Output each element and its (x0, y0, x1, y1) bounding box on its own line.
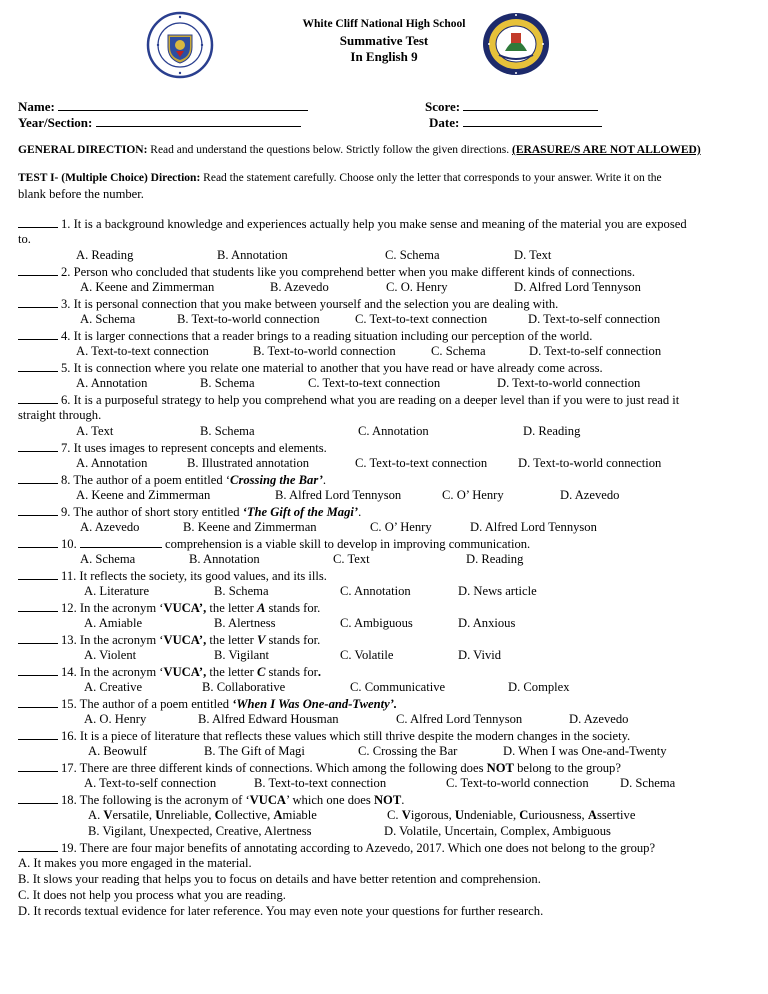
answer-blank[interactable] (18, 568, 58, 580)
choice: B. Collaborative (202, 680, 286, 694)
answer-blank[interactable] (18, 296, 58, 308)
question-18: 18. The following is the acronym of ‘VUCA’ which one does NOT. (18, 792, 751, 809)
choice: B. Annotation (189, 552, 260, 566)
choice: A. Azevedo (80, 520, 140, 534)
choice: A. Keene and Zimmerman (76, 488, 211, 502)
question-13: 13. In the acronym ‘VUCA’, the letter V stands for. (18, 632, 751, 649)
choice: C. Volatile (340, 648, 394, 662)
year-section-label: Year/Section: (18, 115, 93, 130)
choice: B. Azevedo (270, 280, 329, 294)
answer-blank[interactable] (18, 840, 58, 852)
choice: C. Text (333, 552, 370, 566)
choice: C. It does not help you process what you are reading. (18, 888, 286, 902)
choice: B. Schema (214, 584, 269, 598)
date-line[interactable] (463, 114, 602, 127)
choice: A. Creative (84, 680, 143, 694)
choice: C. Text-to-text connection (308, 376, 441, 390)
question-4: 4. It is larger connections that a reader brings to a reading situation including our perception of the world. (18, 328, 751, 345)
answer-blank[interactable] (18, 392, 58, 404)
choice: C. Schema (385, 248, 440, 262)
answer-blank[interactable] (18, 632, 58, 644)
question-10: 10. comprehension is a viable skill to develop in improving communication. (18, 536, 751, 553)
question-1: 1. It is a background knowledge and experiences actually help you make sense and meaning of the material you are exposed (18, 216, 751, 233)
question-6: 6. It is a purposeful strategy to help you comprehend what you are reading on a deeper level than if you were to just read it (18, 392, 751, 409)
choice: B. Vigilant (214, 648, 269, 662)
question-6-cont: straight through. (18, 408, 102, 422)
choice: B. Text-to-world connection (253, 344, 396, 358)
choice: D. Text-to-world connection (518, 456, 662, 470)
answer-blank[interactable] (18, 472, 58, 484)
choice: C. O. Henry (386, 280, 448, 294)
choice: D. Schema (620, 776, 676, 790)
choice-18a: A. Versatile, Unreliable, Collective, Amiable (88, 808, 317, 822)
choice: D. Reading (523, 424, 581, 438)
choice: B. Text-to-world connection (177, 312, 320, 326)
answer-blank[interactable] (18, 360, 58, 372)
choice: D. Alfred Lord Tennyson (514, 280, 641, 294)
choice: C. O’ Henry (370, 520, 432, 534)
choice: A. Amiable (84, 616, 143, 630)
question-5: 5. It is connection where you relate one material to another that you have read or have already come across. (18, 360, 751, 377)
choice: A. Beowulf (88, 744, 147, 758)
question-11: 11. It reflects the society, its good values, and its ills. (18, 568, 751, 585)
choice: D. Text-to-self connection (528, 312, 661, 326)
name-line[interactable] (58, 98, 308, 111)
choice: A. Keene and Zimmerman (80, 280, 215, 294)
test-direction-cont: blank before the number. (18, 187, 144, 201)
date-field[interactable] (429, 114, 602, 131)
choice: C. Annotation (340, 584, 411, 598)
choice: A. Annotation (76, 456, 148, 470)
choice: C. Alfred Lord Tennyson (396, 712, 523, 726)
choice: B. Text-to-text connection (254, 776, 387, 790)
answer-blank[interactable] (18, 216, 58, 228)
choice: B. Alfred Edward Housman (198, 712, 339, 726)
choice: C. Crossing the Bar (358, 744, 458, 758)
choice: C. Text-to-world connection (446, 776, 589, 790)
choice: D. Azevedo (560, 488, 620, 502)
choice: A. Violent (84, 648, 137, 662)
question-14: 14. In the acronym ‘VUCA’, the letter C stands for. (18, 664, 751, 681)
choice: B. It slows your reading that helps you to focus on details and have better retention and comprehension. (18, 872, 541, 886)
question-15: 15. The author of a poem entitled ‘When I Was One-and-Twenty’. (18, 696, 751, 713)
choice: C. O’ Henry (442, 488, 504, 502)
choice: D. Reading (466, 552, 524, 566)
answer-blank[interactable] (18, 264, 58, 276)
year-section-field[interactable] (18, 114, 301, 131)
choice: B. Annotation (217, 248, 288, 262)
question-16: 16. It is a piece of literature that reflects these values which still thrive despite the modern changes in the society. (18, 728, 751, 745)
date-label: Date: (429, 115, 460, 130)
year-section-line[interactable] (96, 114, 301, 127)
fill-in-blank[interactable] (80, 536, 162, 548)
question-12: 12. In the acronym ‘VUCA’, the letter A stands for. (18, 600, 751, 617)
test-direction: TEST I- (Multiple Choice) Direction: Read the statement carefully. Choose only the letter that corresponds to your answer. Write it on the (18, 172, 662, 184)
choice: A. Literature (84, 584, 150, 598)
choice: D. News article (458, 584, 537, 598)
choice: C. Schema (431, 344, 486, 358)
name-label: Name: (18, 99, 55, 114)
choice: D. Text-to-world connection (497, 376, 641, 390)
choice: A. Text-to-text connection (76, 344, 209, 358)
choice-18d: D. Volatile, Uncertain, Complex, Ambiguous (384, 824, 611, 838)
choice: B. Alertness (214, 616, 276, 630)
test-subject: In English 9 (350, 49, 418, 64)
question-3: 3. It is personal connection that you make between yourself and the selection you are dealing with. (18, 296, 751, 313)
choice-18c: C. Vigorous, Undeniable, Curiousness, Assertive (387, 808, 636, 822)
score-field[interactable] (425, 98, 598, 115)
answer-blank[interactable] (18, 664, 58, 676)
choice: C. Annotation (358, 424, 429, 438)
school-name: White Cliff National High School (302, 18, 466, 30)
choice: C. Text-to-text connection (355, 456, 488, 470)
answer-blank[interactable] (18, 728, 58, 740)
general-direction: GENERAL DIRECTION: Read and understand the questions below. Strictly follow the given directions. (ERASURE/S ARE NOT ALLOWED) (18, 144, 701, 156)
choice: D. Azevedo (569, 712, 629, 726)
answer-blank[interactable] (18, 792, 58, 804)
question-7: 7. It uses images to represent concepts and elements. (18, 440, 751, 457)
test-title: Summative Test (339, 33, 429, 48)
choice: A. Text-to-self connection (84, 776, 217, 790)
score-line[interactable] (463, 98, 598, 111)
question-1-cont: to. (18, 232, 31, 246)
choice: A. It makes you more engaged in the material. (18, 856, 252, 870)
choice: B. Schema (200, 424, 255, 438)
answer-blank[interactable] (18, 504, 58, 516)
choice: D. Anxious (458, 616, 516, 630)
choice: A. O. Henry (84, 712, 147, 726)
choice: B. Illustrated annotation (187, 456, 310, 470)
question-8: 8. The author of a poem entitled ‘Crossing the Bar’. (18, 472, 751, 489)
question-19: 19. There are four major benefits of annotating according to Azevedo, 2017. Which one does not belong to the group? (18, 840, 751, 857)
choice: C. Ambiguous (340, 616, 413, 630)
answer-blank[interactable] (18, 696, 58, 708)
choice: D. Text (514, 248, 552, 262)
choice: C. Text-to-text connection (355, 312, 488, 326)
question-2: 2. Person who concluded that students like you comprehend better when you make different kinds of connections. (18, 264, 751, 281)
answer-blank[interactable] (18, 328, 58, 340)
choice: D. Alfred Lord Tennyson (470, 520, 597, 534)
choice: A. Schema (80, 312, 136, 326)
choice: D. Complex (508, 680, 570, 694)
answer-blank[interactable] (18, 440, 58, 452)
choice: D. It records textual evidence for later reference. You may even note your questions for further research. (18, 904, 544, 918)
choice: D. Vivid (458, 648, 502, 662)
choice: C. Communicative (350, 680, 446, 694)
name-field[interactable] (18, 98, 308, 115)
score-label: Score: (425, 99, 461, 114)
answer-blank[interactable] (18, 536, 58, 548)
choice: D. When I was One-and-Twenty (503, 744, 667, 758)
choice: B. Keene and Zimmerman (183, 520, 317, 534)
choice: A. Annotation (76, 376, 148, 390)
choice: B. Alfred Lord Tennyson (275, 488, 402, 502)
choice-18b: B. Vigilant, Unexpected, Creative, Alertness (88, 824, 312, 838)
answer-blank[interactable] (18, 600, 58, 612)
choice: A. Schema (80, 552, 136, 566)
choice: A. Reading (76, 248, 134, 262)
choice: B. The Gift of Magi (204, 744, 305, 758)
question-17: 17. There are three different kinds of connections. Which among the following does NOT belong to the group? (18, 760, 751, 777)
choice: A. Text (76, 424, 114, 438)
question-9: 9. The author of short story entitled ‘The Gift of the Magi’. (18, 504, 751, 521)
choice: B. Schema (200, 376, 255, 390)
choice: D. Text-to-self connection (529, 344, 662, 358)
answer-blank[interactable] (18, 760, 58, 772)
